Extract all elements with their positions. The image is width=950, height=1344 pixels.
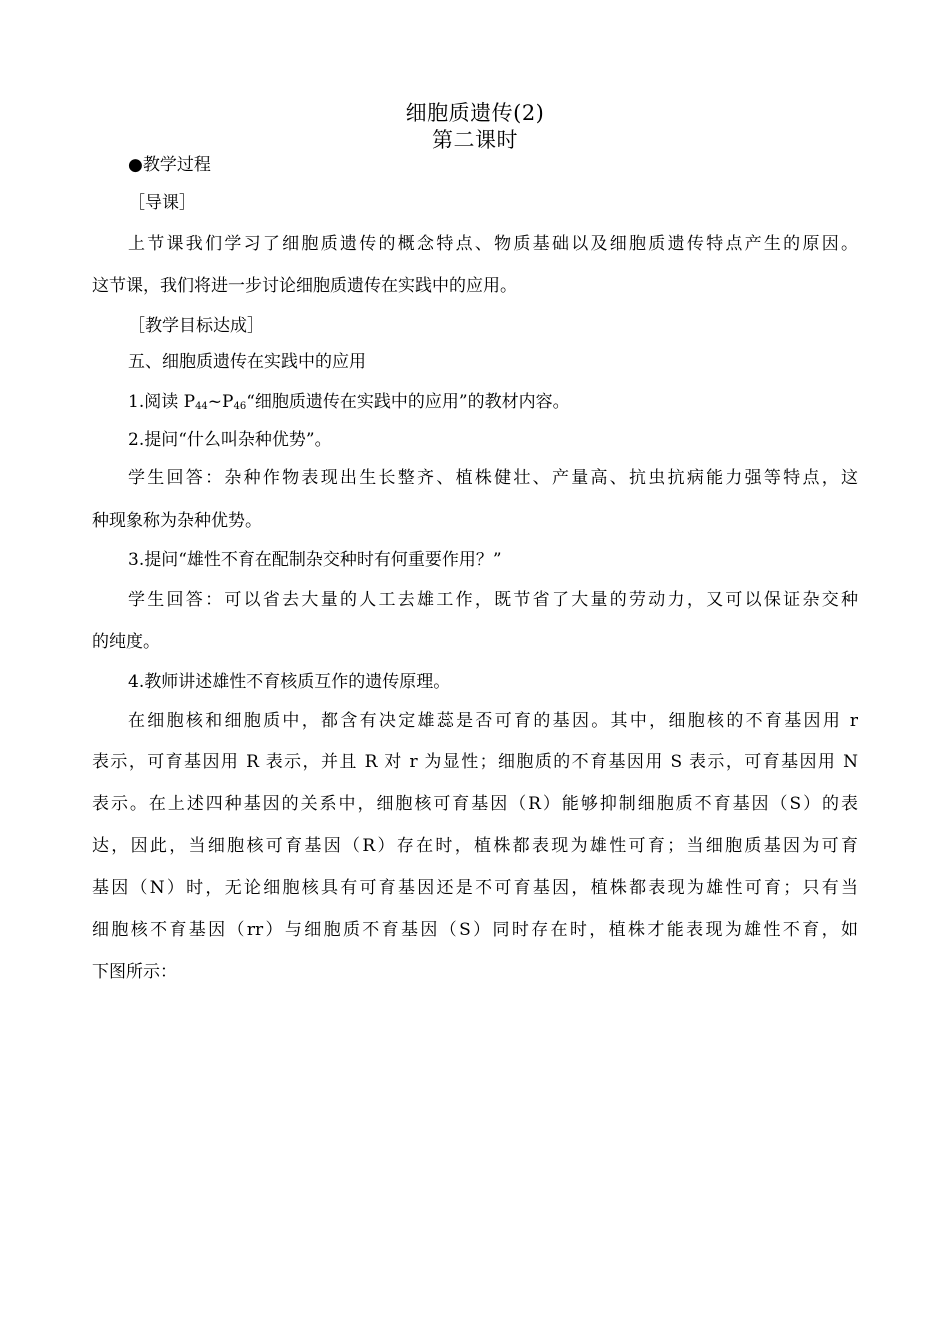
- answer-2-line-2: 的纯度。: [92, 632, 160, 652]
- step-1-suffix: “细胞质遗传在实践中的应用”的教材内容。: [246, 392, 570, 412]
- document-title: 细胞质遗传(2): [405, 101, 545, 125]
- answer-1-line-2: 种现象称为杂种优势。: [92, 511, 262, 531]
- lead-in-label: ［导课］: [128, 193, 196, 213]
- principle-line-5: 基因（N）时，无论细胞核具有可育基因还是不可育基因，植株都表现为雄性可育；只有当: [92, 878, 858, 898]
- document-subtitle: 第二课时: [432, 128, 518, 152]
- principle-line-6: 细胞核不育基因（rr）与细胞质不育基因（S）同时存在时，植株才能表现为雄性不育，如: [92, 920, 858, 940]
- principle-line-3: 表示。在上述四种基因的关系中，细胞核可育基因（R）能够抑制细胞质不育基因（S）的表: [92, 794, 858, 814]
- principle-line-7: 下图所示：: [92, 962, 177, 982]
- step-4: 4.教师讲述雄性不育核质互作的遗传原理。: [128, 672, 451, 692]
- step-1: [128, 390, 858, 414]
- answer-2-line-1: 学生回答：可以省去大量的人工去雄工作，既节省了大量的劳动力，又可以保证杂交种: [128, 590, 858, 610]
- part-heading: 五、细胞质遗传在实践中的应用: [128, 352, 366, 372]
- step-1-mid: ~P: [207, 392, 234, 412]
- step-1-page-end: 46: [233, 401, 247, 412]
- step-3: 3.提问“雄性不育在配制杂交种时有何重要作用？”: [128, 550, 502, 570]
- step-2: 2.提问“什么叫杂种优势”。: [128, 430, 332, 450]
- step-1-page-start: 44: [195, 401, 208, 412]
- goal-label: ［教学目标达成］: [128, 316, 264, 336]
- principle-line-4: 达，因此，当细胞核可育基因（R）存在时，植株都表现为雄性可育；当细胞质基因为可育: [92, 836, 858, 856]
- principle-line-2: 表示，可育基因用 R 表示，并且 R 对 r 为显性；细胞质的不育基因用 S 表示，可育基因用 N: [92, 752, 858, 772]
- section-heading: ●教学过程: [128, 155, 211, 175]
- lead-in-line-2: 这节课，我们将进一步讨论细胞质遗传在实践中的应用。: [92, 276, 517, 296]
- lead-in-line-1: 上节课我们学习了细胞质遗传的概念特点、物质基础以及细胞质遗传特点产生的原因。: [128, 234, 858, 254]
- step-1-prefix: 1.阅读 P: [128, 392, 196, 412]
- principle-line-1: 在细胞核和细胞质中，都含有决定雄蕊是否可育的基因。其中，细胞核的不育基因用 r: [128, 711, 858, 731]
- answer-1-line-1: 学生回答：杂种作物表现出生长整齐、植株健壮、产量高、抗虫抗病能力强等特点，这: [128, 468, 858, 488]
